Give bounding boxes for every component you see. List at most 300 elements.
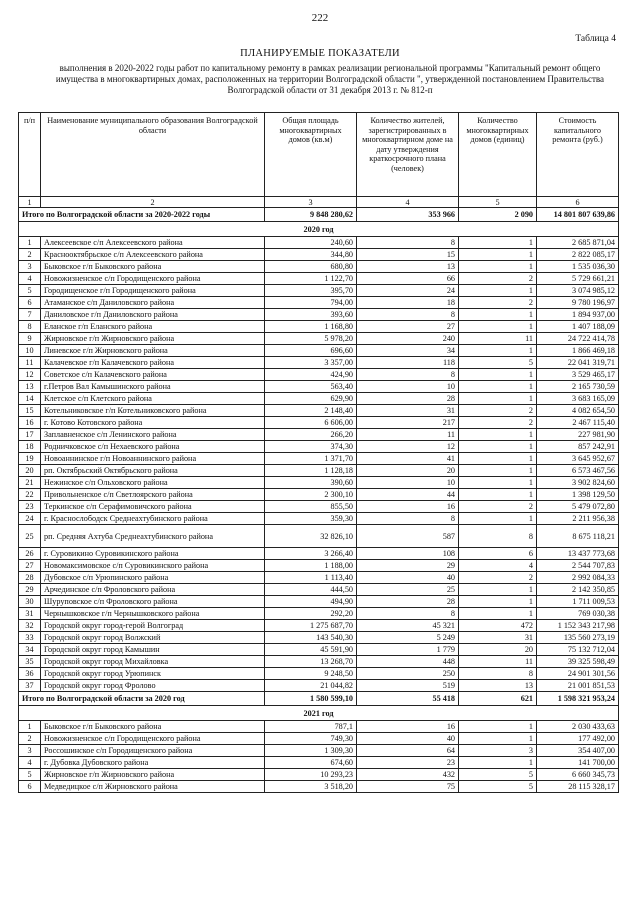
houses-cell: 13 [459,680,537,692]
residents-cell: 16 [357,721,459,733]
year-total-area: 1 580 599,10 [265,692,357,706]
municipality-name: Новоаннинское г/п Новоаннинского района [41,453,265,465]
area-cell: 629,90 [265,393,357,405]
residents-cell: 11 [357,429,459,441]
municipality-name: г. Краснослободск Среднеахтубинского района [41,513,265,525]
table-row [19,656,619,668]
area-cell: 2 300,10 [265,489,357,501]
area-cell: 1 309,30 [265,745,357,757]
area-cell: 266,20 [265,429,357,441]
houses-cell: 11 [459,333,537,345]
houses-cell: 1 [459,608,537,620]
municipality-name: г.Петров Вал Камышинского района [41,381,265,393]
area-cell: 390,60 [265,477,357,489]
houses-cell: 1 [459,596,537,608]
houses-cell: 2 [459,297,537,309]
document-title: ПЛАНИРУЕМЫЕ ПОКАЗАТЕЛИ [240,48,400,59]
table-row [19,369,619,381]
header-row [19,113,619,197]
residents-cell: 15 [357,249,459,261]
column-number: 2 [41,197,265,208]
residents-cell: 10 [357,381,459,393]
cost-cell: 3 683 165,09 [537,393,619,405]
houses-cell: 1 [459,381,537,393]
cost-cell: 5 479 072,80 [537,501,619,513]
area-cell: 9 248,50 [265,668,357,680]
municipality-name: рп. Средняя Ахтуба Среднеахтубинского района [41,525,265,548]
houses-cell: 1 [459,393,537,405]
area-cell: 794,00 [265,297,357,309]
cost-cell: 24 722 414,78 [537,333,619,345]
municipality-name: Городищенское г/п Городищенского района [41,285,265,297]
houses-cell: 2 [459,417,537,429]
residents-cell: 40 [357,733,459,745]
area-cell: 3 266,40 [265,548,357,560]
row-number: 5 [19,285,41,297]
table-row [19,489,619,501]
houses-cell: 1 [459,465,537,477]
municipality-name: Клетское с/п Клетского района [41,393,265,405]
document-subtitle: выполнения в 2020-2022 годы работ по капитальному ремонту в рамках реализации региональной программы "Капитальный ремонт общего имущества в многоквартирных домах, расположенных на территории Волгоградской области ", утвержденной постановлением Правительства Волгоградской области от 31 декабря 2013 г. № 812-п [55,63,605,95]
table-row [19,417,619,429]
header-number-row [19,197,619,208]
year-heading-row [19,222,619,237]
table-row [19,393,619,405]
area-cell: 5 978,20 [265,333,357,345]
row-number: 3 [19,745,41,757]
cost-cell: 2 544 707,83 [537,560,619,572]
municipality-name: Новомаксимовское с/п Суровикинского района [41,560,265,572]
residents-cell: 18 [357,297,459,309]
row-number: 35 [19,656,41,668]
cost-cell: 6 573 467,56 [537,465,619,477]
column-number: 1 [19,197,41,208]
residents-cell: 29 [357,560,459,572]
table-row [19,381,619,393]
houses-cell: 8 [459,525,537,548]
municipality-name: Калачевское г/п Калачевского района [41,357,265,369]
page-number: 222 [311,12,329,24]
area-cell: 21 044,82 [265,680,357,692]
row-number: 27 [19,560,41,572]
table-row [19,453,619,465]
cost-cell: 9 780 196,97 [537,297,619,309]
row-number: 5 [19,769,41,781]
houses-cell: 1 [459,513,537,525]
header-cell: Количество многоквартирных домов (единиц) [459,113,537,197]
cost-cell: 2 685 871,04 [537,237,619,249]
grand-total-residents: 353 966 [357,208,459,222]
municipality-name: Краснооктябрьское с/п Алексеевского района [41,249,265,261]
residents-cell: 45 321 [357,620,459,632]
cost-cell: 3 645 952,67 [537,453,619,465]
table-row [19,513,619,525]
cost-cell: 39 325 598,49 [537,656,619,668]
row-number: 37 [19,680,41,692]
residents-cell: 8 [357,513,459,525]
table-row [19,584,619,596]
municipality-name: Еланское г/п Еланского района [41,321,265,333]
cost-cell: 177 492,00 [537,733,619,745]
houses-cell: 1 [459,285,537,297]
row-number: 12 [19,369,41,381]
table-row [19,745,619,757]
cost-cell: 2 822 085,17 [537,249,619,261]
area-cell: 1 168,80 [265,321,357,333]
row-number: 6 [19,297,41,309]
area-cell: 143 540,30 [265,632,357,644]
table-row [19,668,619,680]
cost-cell: 1 711 009,53 [537,596,619,608]
municipality-name: Атаманское с/п Даниловского района [41,297,265,309]
area-cell: 1 275 687,70 [265,620,357,632]
municipality-name: Арчединское с/п Фроловского района [41,584,265,596]
residents-cell: 44 [357,489,459,501]
area-cell: 855,50 [265,501,357,513]
residents-cell: 16 [357,501,459,513]
houses-cell: 3 [459,745,537,757]
row-number: 10 [19,345,41,357]
row-number: 4 [19,273,41,285]
houses-cell: 1 [459,261,537,273]
grand-total-row [19,208,619,222]
residents-cell: 34 [357,345,459,357]
municipality-name: Городской округ город Фролово [41,680,265,692]
residents-cell: 12 [357,441,459,453]
area-cell: 10 293,23 [265,769,357,781]
cost-cell: 769 030,38 [537,608,619,620]
cost-cell: 3 074 985,12 [537,285,619,297]
row-number: 1 [19,721,41,733]
cost-cell: 2 030 433,63 [537,721,619,733]
area-cell: 240,60 [265,237,357,249]
table-row [19,477,619,489]
row-number: 18 [19,441,41,453]
residents-cell: 8 [357,608,459,620]
residents-cell: 20 [357,465,459,477]
row-number: 33 [19,632,41,644]
municipality-name: Медведицкое с/п Жирновского района [41,781,265,793]
row-number: 26 [19,548,41,560]
area-cell: 680,80 [265,261,357,273]
column-number: 3 [265,197,357,208]
table-row [19,333,619,345]
cost-cell: 227 981,90 [537,429,619,441]
row-number: 24 [19,513,41,525]
area-cell: 444,50 [265,584,357,596]
houses-cell: 5 [459,357,537,369]
houses-cell: 11 [459,656,537,668]
municipality-name: Городской округ город-герой Волгоград [41,620,265,632]
table-row [19,596,619,608]
row-number: 20 [19,465,41,477]
row-number: 15 [19,405,41,417]
year-total-cost: 1 598 321 953,24 [537,692,619,706]
cost-cell: 21 001 851,53 [537,680,619,692]
houses-cell: 8 [459,668,537,680]
year-total-residents: 55 418 [357,692,459,706]
year-heading-2021: 2021 год [19,706,619,721]
header-cell: п/п [19,113,41,197]
houses-cell: 1 [459,321,537,333]
header-cell: Общая площадь многоквартирных домов (кв.м) [265,113,357,197]
municipality-name: Дубовское с/п Урюпинского района [41,572,265,584]
houses-cell: 1 [459,441,537,453]
row-number: 4 [19,757,41,769]
cost-cell: 8 675 118,21 [537,525,619,548]
residents-cell: 240 [357,333,459,345]
residents-cell: 24 [357,285,459,297]
houses-cell: 31 [459,632,537,644]
municipality-name: Городской округ город Михайловка [41,656,265,668]
year-total-houses: 621 [459,692,537,706]
municipality-name: Новожизненское с/п Городищенского района [41,273,265,285]
row-number: 17 [19,429,41,441]
municipality-name: Даниловское г/п Даниловского района [41,309,265,321]
table-row [19,297,619,309]
residents-cell: 519 [357,680,459,692]
residents-cell: 75 [357,781,459,793]
area-cell: 1 188,00 [265,560,357,572]
area-cell: 1 128,18 [265,465,357,477]
table-row [19,261,619,273]
cost-cell: 13 437 773,68 [537,548,619,560]
houses-cell: 1 [459,369,537,381]
year-total-row [19,692,619,706]
row-number: 2 [19,733,41,745]
table-row [19,321,619,333]
cost-cell: 141 700,00 [537,757,619,769]
grand-total-cost: 14 801 807 639,86 [537,208,619,222]
houses-cell: 1 [459,733,537,745]
area-cell: 374,30 [265,441,357,453]
area-cell: 2 148,40 [265,405,357,417]
area-cell: 393,60 [265,309,357,321]
area-cell: 3 357,00 [265,357,357,369]
municipality-name: Быковское г/п Быковского района [41,261,265,273]
houses-cell: 1 [459,584,537,596]
municipality-name: г. Котово Котовского района [41,417,265,429]
header-cell: Количество жителей, зарегистрированных в многоквартирном доме на дату утверждения краткосрочного плана (человек) [357,113,459,197]
municipality-name: Советское с/п Калачевского района [41,369,265,381]
row-number: 22 [19,489,41,501]
residents-cell: 432 [357,769,459,781]
residents-cell: 10 [357,477,459,489]
residents-cell: 27 [357,321,459,333]
residents-cell: 25 [357,584,459,596]
area-cell: 6 606,00 [265,417,357,429]
houses-cell: 1 [459,237,537,249]
grand-total-label: Итого по Волгоградской области за 2020-2022 годы [19,208,265,222]
row-number: 1 [19,237,41,249]
row-number: 11 [19,357,41,369]
table-row [19,237,619,249]
residents-cell: 28 [357,596,459,608]
houses-cell: 2 [459,572,537,584]
municipality-name: Россошинское с/п Городищенского района [41,745,265,757]
municipality-name: Чернышковское г/п Чернышковского района [41,608,265,620]
table-row [19,345,619,357]
row-number: 23 [19,501,41,513]
row-number: 32 [19,620,41,632]
residents-cell: 587 [357,525,459,548]
residents-cell: 250 [357,668,459,680]
row-number: 7 [19,309,41,321]
table-row [19,572,619,584]
municipality-name: Жирновское г/п Жирновского района [41,333,265,345]
municipality-name: Нежинское с/п Ольховского района [41,477,265,489]
table-row [19,632,619,644]
municipality-name: Котельниковское г/п Котельниковского района [41,405,265,417]
cost-cell: 6 660 345,73 [537,769,619,781]
area-cell: 1 113,40 [265,572,357,584]
cost-cell: 3 902 824,60 [537,477,619,489]
houses-cell: 1 [459,309,537,321]
row-number: 2 [19,249,41,261]
table-row [19,548,619,560]
residents-cell: 217 [357,417,459,429]
table-row [19,525,619,548]
cost-cell: 4 082 654,50 [537,405,619,417]
cost-cell: 857 242,91 [537,441,619,453]
table-row [19,465,619,477]
residents-cell: 66 [357,273,459,285]
table-row [19,608,619,620]
table-row [19,644,619,656]
houses-cell: 4 [459,560,537,572]
residents-cell: 118 [357,357,459,369]
municipality-name: г. Суровикино Суровикинского района [41,548,265,560]
area-cell: 13 268,70 [265,656,357,668]
cost-cell: 2 142 350,85 [537,584,619,596]
area-cell: 749,30 [265,733,357,745]
area-cell: 3 518,20 [265,781,357,793]
row-number: 3 [19,261,41,273]
table-row [19,757,619,769]
municipality-name: Шуруповское с/п Фроловского района [41,596,265,608]
municipality-name: Городской округ город Камышин [41,644,265,656]
cost-cell: 1 152 343 217,98 [537,620,619,632]
row-number: 16 [19,417,41,429]
houses-cell: 1 [459,429,537,441]
municipality-name: Заплавненское с/п Ленинского района [41,429,265,441]
municipality-name: Жирновское г/п Жирновского района [41,769,265,781]
area-cell: 359,30 [265,513,357,525]
cost-cell: 1 398 129,50 [537,489,619,501]
cost-cell: 135 560 273,19 [537,632,619,644]
area-cell: 1 371,70 [265,453,357,465]
row-number: 34 [19,644,41,656]
row-number: 30 [19,596,41,608]
cost-cell: 75 132 712,04 [537,644,619,656]
table-row [19,680,619,692]
residents-cell: 31 [357,405,459,417]
row-number: 8 [19,321,41,333]
cost-cell: 2 211 956,38 [537,513,619,525]
residents-cell: 64 [357,745,459,757]
municipality-name: Быковское г/п Быковского района [41,721,265,733]
year-heading-2020: 2020 год [19,222,619,237]
area-cell: 344,80 [265,249,357,261]
houses-cell: 1 [459,453,537,465]
row-number: 13 [19,381,41,393]
houses-cell: 1 [459,249,537,261]
table-row [19,769,619,781]
area-cell: 674,60 [265,757,357,769]
row-number: 29 [19,584,41,596]
area-cell: 32 826,10 [265,525,357,548]
column-number: 4 [357,197,459,208]
table-row [19,285,619,297]
area-cell: 424,90 [265,369,357,381]
area-cell: 395,70 [265,285,357,297]
residents-cell: 28 [357,393,459,405]
table-row [19,429,619,441]
cost-cell: 1 894 937,00 [537,309,619,321]
table-row [19,620,619,632]
houses-cell: 20 [459,644,537,656]
area-cell: 563,40 [265,381,357,393]
area-cell: 45 591,90 [265,644,357,656]
table-row [19,441,619,453]
row-number: 14 [19,393,41,405]
table-row [19,721,619,733]
residents-cell: 1 779 [357,644,459,656]
table-row [19,560,619,572]
indicators-table [18,112,619,793]
houses-cell: 1 [459,345,537,357]
column-number: 6 [537,197,619,208]
table-label: Таблица 4 [575,34,616,44]
row-number: 36 [19,668,41,680]
municipality-name: Новожизненское с/п Городищенского района [41,733,265,745]
table-row [19,405,619,417]
table-row [19,781,619,793]
houses-cell: 6 [459,548,537,560]
residents-cell: 23 [357,757,459,769]
municipality-name: Теркинское с/п Серафимовичского района [41,501,265,513]
municipality-name: Алексеевское с/п Алексеевского района [41,237,265,249]
row-number: 28 [19,572,41,584]
residents-cell: 448 [357,656,459,668]
houses-cell: 1 [459,721,537,733]
cost-cell: 354 407,00 [537,745,619,757]
cost-cell: 1 407 188,09 [537,321,619,333]
municipality-name: Линевское г/п Жирновского района [41,345,265,357]
row-number: 9 [19,333,41,345]
cost-cell: 28 115 328,17 [537,781,619,793]
residents-cell: 8 [357,369,459,381]
cost-cell: 2 992 084,33 [537,572,619,584]
row-number: 21 [19,477,41,489]
table-row [19,273,619,285]
houses-cell: 472 [459,620,537,632]
residents-cell: 40 [357,572,459,584]
row-number: 25 [19,525,41,548]
table-row [19,249,619,261]
cost-cell: 3 529 465,17 [537,369,619,381]
area-cell: 292,20 [265,608,357,620]
municipality-name: Городской округ город Урюпинск [41,668,265,680]
houses-cell: 2 [459,501,537,513]
houses-cell: 1 [459,477,537,489]
row-number: 6 [19,781,41,793]
table-row [19,733,619,745]
residents-cell: 108 [357,548,459,560]
grand-total-area: 9 848 280,62 [265,208,357,222]
houses-cell: 2 [459,405,537,417]
houses-cell: 1 [459,757,537,769]
